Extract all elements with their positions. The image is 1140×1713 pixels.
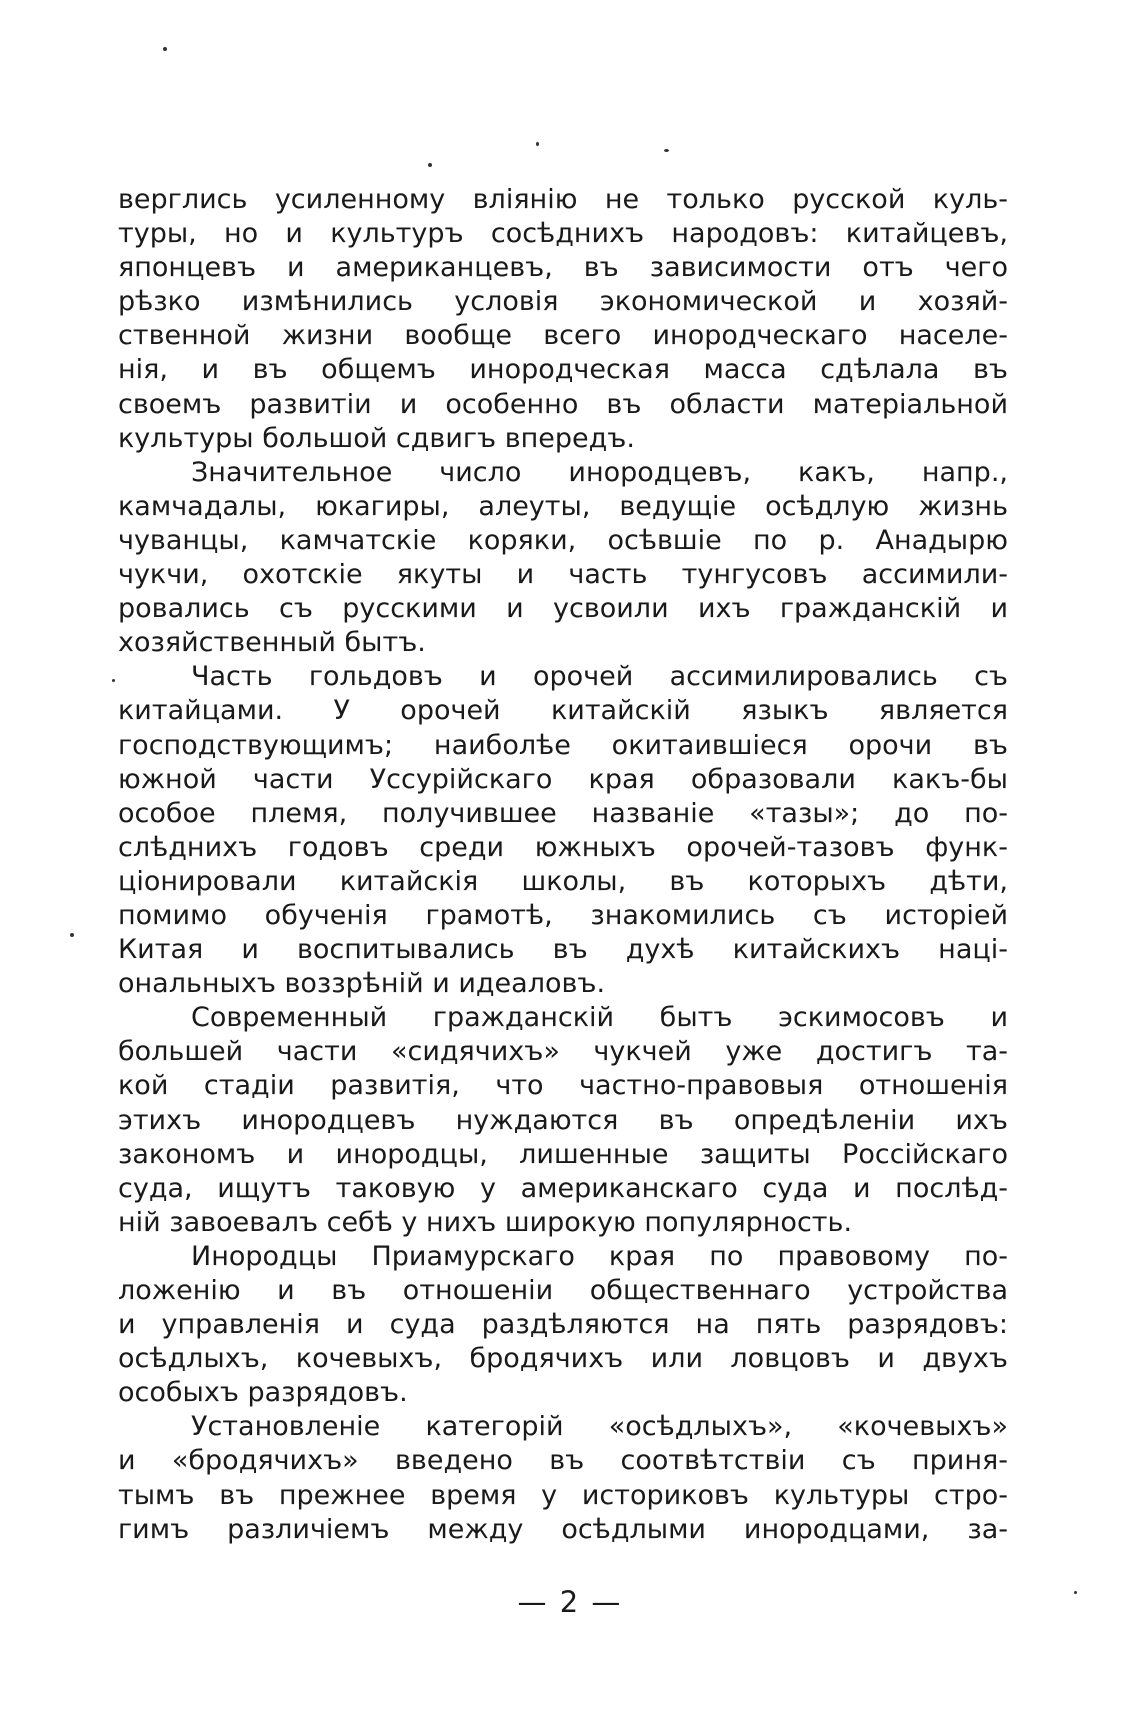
text-line: и управленія и суда раздѣляются на пять разрядовъ: (118, 1309, 1008, 1341)
text-line: суда, ищутъ таковую у американскаго суда и послѣд- (118, 1172, 1008, 1204)
text-line: тымъ въ прежнее время у историковъ культуры стро- (118, 1479, 1008, 1511)
scan-speck (664, 149, 669, 152)
text-line: Китая и воспитывались въ духѣ китайскихъ наці- (118, 934, 1008, 966)
paragraph (118, 1001, 1008, 1240)
text-line: этихъ инородцевъ нуждаются въ опредѣленіи ихъ (118, 1104, 1008, 1136)
text-line: рѣзко измѣнились условія экономической и хозяй- (118, 286, 1008, 318)
text-line: южной части Уссурійскаго края образовали какъ-бы (118, 763, 1008, 795)
text-line: Часть гольдовъ и орочей ассимилировались съ (191, 661, 1008, 693)
text-line: нія, и въ общемъ инородческая масса сдѣлала въ (118, 354, 1008, 386)
paragraph (118, 183, 1008, 456)
paragraph (118, 456, 1008, 661)
text-line: особое племя, получившее названіе «тазы»; до по- (118, 797, 1008, 829)
scan-speck (70, 933, 74, 937)
text-line: японцевъ и американцевъ, въ зависимости отъ чего (118, 252, 1008, 284)
text-line: верглись усиленному вліянію не только русской куль- (118, 184, 1008, 215)
text-line: Инородцы Приамурскаго края по правовому по- (191, 1240, 1008, 1272)
text-line: чукчи, охотскіе якуты и часть тунгусовъ ассимили- (118, 559, 1008, 591)
scan-speck (428, 163, 432, 167)
text-line: своемъ развитіи и особенно въ области матеріальной (118, 388, 1008, 420)
scan-speck (1074, 1591, 1077, 1594)
paragraph (118, 1410, 1008, 1546)
text-line: и «бродячихъ» введено въ соотвѣтствіи съ приня- (118, 1445, 1008, 1477)
text-line: ній завоевалъ себѣ у нихъ широкую популярность. (118, 1206, 853, 1238)
text-line: культуры большой сдвигъ впередъ. (118, 422, 635, 454)
text-line: ровались съ русскими и усвоили ихъ гражданскій и (118, 593, 1008, 625)
text-line: туры, но и культуръ сосѣднихъ народовъ: китайцевъ, (118, 218, 1008, 250)
text-line: осѣдлыхъ, кочевыхъ, бродячихъ или ловцовъ и двухъ (118, 1343, 1008, 1375)
text-line: ложенію и въ отношеніи общественнаго устройства (118, 1275, 1008, 1306)
text-line: ственной жизни вообще всего инородческаго населе- (118, 320, 1008, 352)
scan-speck (163, 47, 167, 51)
text-line: чуванцы, камчатскіе коряки, осѣвшіе по р. Анадырю (118, 524, 1008, 556)
text-line: камчадалы, юкагиры, алеуты, ведущіе осѣдлую жизнь (118, 490, 1008, 522)
text-line: Установленіе категорій «осѣдлыхъ», «кочевыхъ» (191, 1411, 1008, 1443)
paragraph (118, 660, 1008, 1001)
paragraph (118, 1240, 1008, 1410)
body-text (118, 183, 1008, 1547)
text-line: большей части «сидячихъ» чукчей уже достигъ та- (118, 1036, 1008, 1068)
text-line: особыхъ разрядовъ. (118, 1377, 408, 1409)
text-line: китайцами. У орочей китайскій языкъ является (118, 695, 1008, 727)
text-line: кой стадіи развитія, что частно-правовыя отношенія (118, 1070, 1008, 1102)
page-number: — 2 — (517, 1585, 623, 1619)
text-line: господствующимъ; наиболѣе окитаившіеся орочи въ (118, 729, 1008, 761)
text-line: помимо обученія грамотѣ, знакомились съ исторіей (118, 899, 1008, 931)
scan-speck (112, 679, 115, 682)
scan-speck (536, 142, 539, 146)
text-line: слѣднихъ годовъ среди южныхъ орочей-тазовъ функ- (118, 831, 1008, 863)
text-line: ональныхъ воззрѣній и идеаловъ. (118, 968, 606, 1000)
text-line: Современный гражданскій бытъ эскимосовъ и (191, 1002, 1008, 1034)
text-line: Значительное число инородцевъ, какъ, напр., (191, 456, 1008, 488)
text-line: ціонировали китайскія школы, въ которыхъ дѣти, (118, 865, 1008, 897)
text-line: закономъ и инородцы, лишенные защиты Россійскаго (118, 1138, 1008, 1170)
text-line: гимъ различіемъ между осѣдлыми инородцами, за- (118, 1513, 1008, 1545)
text-line: хозяйственный бытъ. (118, 627, 426, 659)
